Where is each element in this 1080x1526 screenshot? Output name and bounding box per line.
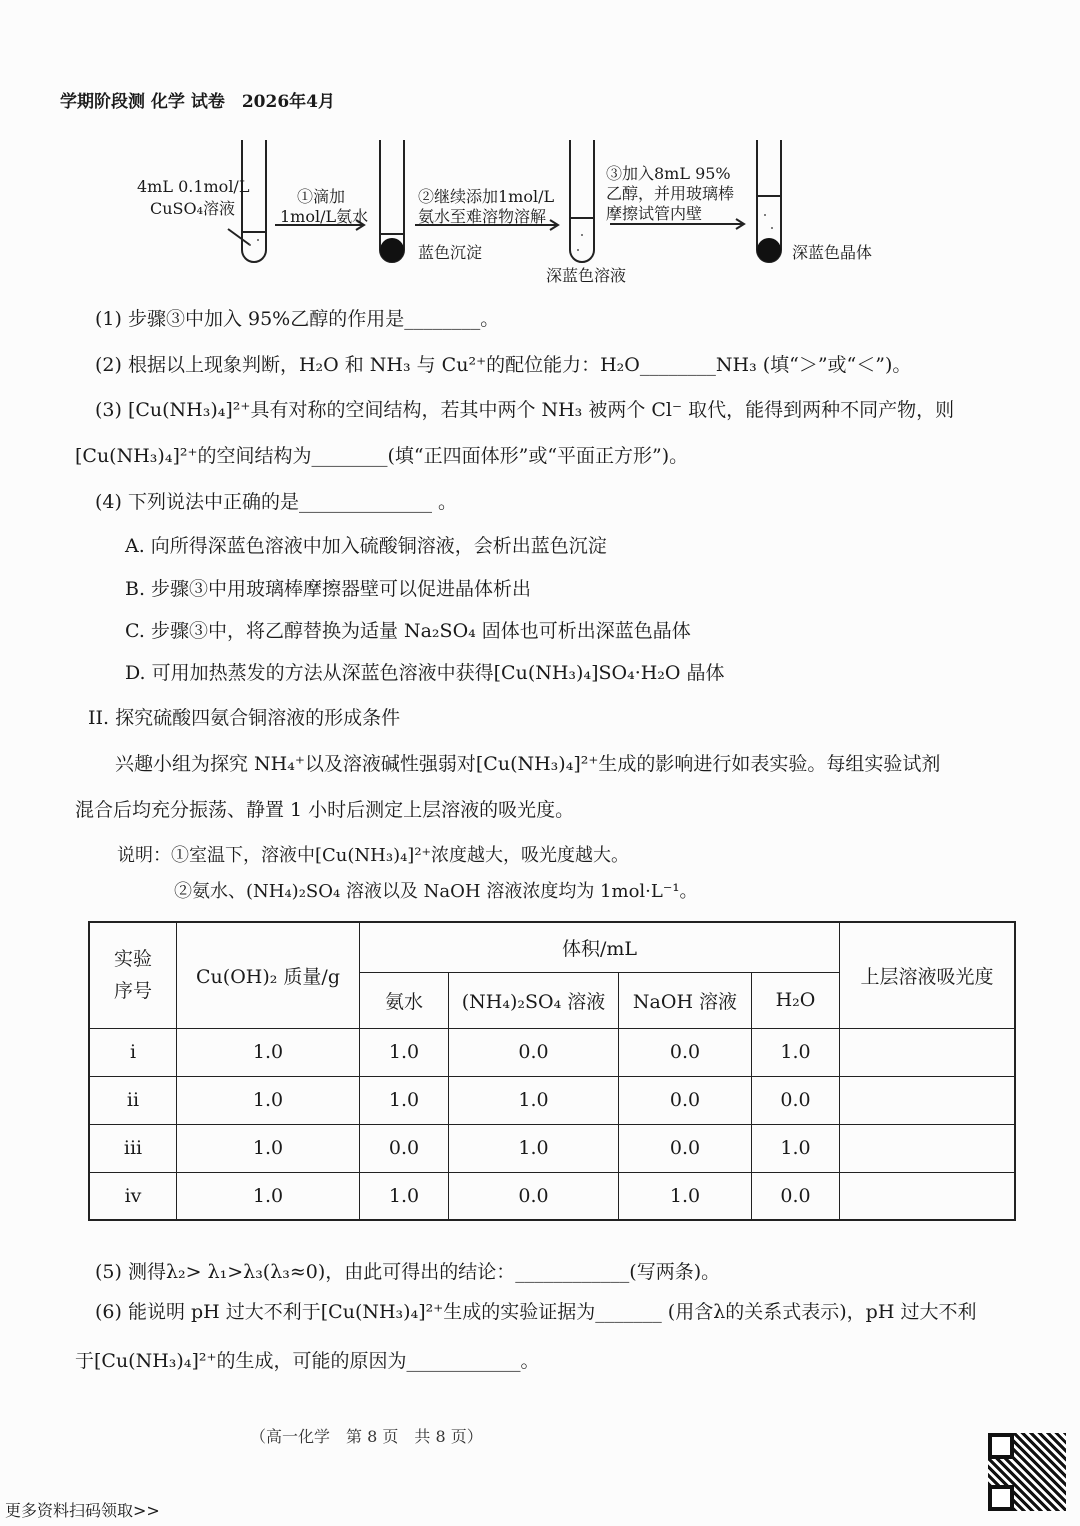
experiment-table [88,921,1016,1221]
table-cell [840,1076,1016,1124]
step3-line3: 摩擦试管内壁 [606,204,703,223]
table-cell: 1.0 [619,1172,752,1220]
table-cell: 1.0 [752,1124,840,1172]
question-6-line1: (6) 能说明 pH 过大不利于[Cu(NH₃)₄]²⁺生成的实验证据为_______ (用含λ的关系式表示)，pH 过大不利 [95,1301,977,1323]
step2-line2: 氨水至难溶物溶解 [418,207,547,226]
step2-line1: ②继续添加1mol/L [418,187,555,206]
table-row [89,1172,1015,1220]
option-c: C. 步骤③中，将乙醇替换为适量 Na₂SO₄ 固体也可析出深蓝色晶体 [125,620,691,642]
table-cell: 1.0 [752,1028,840,1076]
header-ammonium-sulfate: (NH₄)₂SO₄ 溶液 [449,972,619,1028]
table-cell: 1.0 [177,1172,360,1220]
tube3-label: 深蓝色溶液 [546,266,627,285]
question-2: (2) 根据以上现象判断，H₂O 和 NH₃ 与 Cu²⁺的配位能力：H₂O________NH₃ (填“＞”或“＜”)。 [95,354,912,376]
table-cell: 0.0 [449,1172,619,1220]
table-cell: 0.0 [449,1028,619,1076]
question-3-line1: (3) [Cu(NH₃)₄]²⁺具有对称的空间结构，若其中两个 NH₃ 被两个 Cl⁻ 取代，能得到两种不同产物，则 [95,399,955,421]
option-a: A. 向所得深蓝色溶液中加入硫酸铜溶液，会析出蓝色沉淀 [125,535,607,557]
step1-line2: 1mol/L氨水 [280,207,369,226]
table-cell [840,1172,1016,1220]
table-cell: 1.0 [360,1028,449,1076]
page-header: 学期阶段测 化学 试卷 2026年4月 [60,92,335,112]
more-resources-link[interactable]: 更多资料扫码领取>> [5,1501,160,1520]
test-tube-1 [242,140,266,262]
step1-line1: ①滴加 [297,187,346,206]
table-cell [840,1028,1016,1076]
header-id: 实验序号 [89,922,177,1028]
header-mass: Cu(OH)₂ 质量/g [177,922,360,1028]
experiment-diagram [0,0,1080,300]
header-volume: 体积/mL [360,922,840,972]
table-cell: 0.0 [619,1076,752,1124]
header-ammonia: 氨水 [360,972,449,1028]
header-absorbance: 上层溶液吸光度 [840,922,1016,1028]
tube1-label-1: 4mL 0.1mol/L [137,177,250,196]
table-cell [840,1124,1016,1172]
tube4-label: 深蓝色晶体 [792,243,873,262]
question-5: (5) 测得λ₂> λ₁>λ₃(λ₃≈0)，由此可得出的结论：____________(写两条)。 [95,1261,721,1283]
tube2-label: 蓝色沉淀 [418,243,483,262]
option-b: B. 步骤③中用玻璃棒摩擦器壁可以促进晶体析出 [125,578,532,600]
question-1: (1) 步骤③中加入 95%乙醇的作用是________。 [95,308,500,330]
table-cell: 1.0 [177,1028,360,1076]
table-cell: 0.0 [752,1172,840,1220]
question-3-line2: [Cu(NH₃)₄]²⁺的空间结构为________(填“正四面体形”或“平面正方形”)。 [75,445,689,467]
table-cell: 0.0 [619,1124,752,1172]
table-cell: 1.0 [360,1076,449,1124]
header-water: H₂O [752,972,840,1028]
table-cell: i [89,1028,177,1076]
table-cell: 0.0 [619,1028,752,1076]
table-cell: 1.0 [449,1124,619,1172]
test-tube-3 [570,140,594,262]
page-footer: （高一化学 第 8 页 共 8 页） [250,1427,483,1446]
question-6-line2: 于[Cu(NH₃)₄]²⁺的生成，可能的原因为____________。 [75,1350,540,1372]
table-cell: iii [89,1124,177,1172]
table-cell: 0.0 [360,1124,449,1172]
note-2: ②氨水、(NH₄)₂SO₄ 溶液以及 NaOH 溶液浓度均为 1mol·L⁻¹。 [174,881,698,902]
table-row [89,1124,1015,1172]
intro-line1: 兴趣小组为探究 NH₄⁺以及溶液碱性强弱对[Cu(NH₃)₄]²⁺生成的影响进行如表实验。每组实验试剂 [115,753,941,775]
question-4: (4) 下列说法中正确的是______________ 。 [95,491,457,513]
table-cell: 1.0 [177,1124,360,1172]
qr-code[interactable] [988,1433,1066,1511]
intro-line2: 混合后均充分振荡、静置 1 小时后测定上层溶液的吸光度。 [75,799,575,821]
table-cell: ii [89,1076,177,1124]
table-cell: iv [89,1172,177,1220]
step3-line1: ③加入8mL 95% [606,164,731,183]
table-cell: 0.0 [752,1076,840,1124]
table-cell: 1.0 [177,1076,360,1124]
option-d: D. 可用加热蒸发的方法从深蓝色溶液中获得[Cu(NH₃)₄]SO₄·H₂O 晶体 [125,662,725,684]
section-2-title: II. 探究硫酸四氨合铜溶液的形成条件 [88,707,401,729]
table-row [89,1076,1015,1124]
table-cell: 1.0 [360,1172,449,1220]
step3-line2: 乙醇，并用玻璃棒 [606,184,735,203]
tube1-label-2: CuSO₄溶液 [150,199,236,218]
table-row [89,1028,1015,1076]
table-cell: 1.0 [449,1076,619,1124]
note-1: 说明：①室温下，溶液中[Cu(NH₃)₄]²⁺浓度越大，吸光度越大。 [117,845,630,866]
header-naoh: NaOH 溶液 [619,972,752,1028]
